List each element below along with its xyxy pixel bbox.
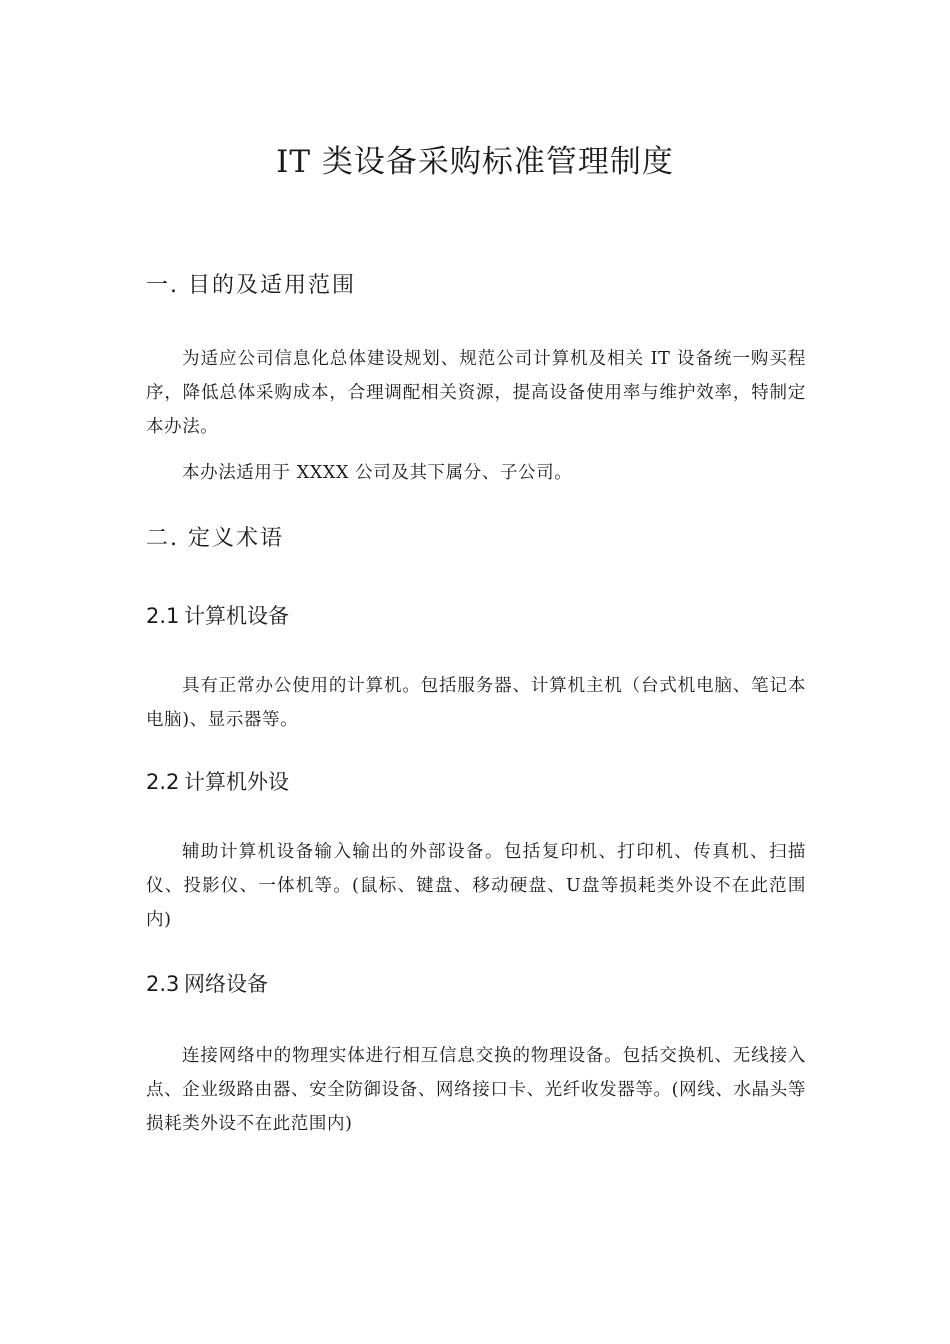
paragraph-computer-equipment: 具有正常办公使用的计算机。包括服务器、计算机主机（台式机电脑、笔记本电脑)、显示器等。 [146, 676, 806, 730]
paragraph-scope: 本办法适用于 XXXX 公司及其下属分、子公司。 [182, 463, 573, 483]
subsection-title: 网络设备 [184, 972, 268, 996]
subsection-title: 计算机设备 [184, 604, 289, 628]
paragraph-purpose: 为适应公司信息化总体建设规划、规范公司计算机及相关 IT 设备统一购买程序，降低总体采购成本，合理调配相关资源，提高设备使用率与维护效率，特制定本办法。 [146, 349, 806, 437]
subsection-heading-computer-equipment [146, 601, 289, 631]
paragraph-peripherals: 辅助计算机设备输入输出的外部设备。包括复印机、打印机、传真机、扫描仪、投影仪、一体机等。(鼠标、键盘、移动硬盘、U盘等损耗类外设不在此范围内) [146, 842, 806, 930]
document-title: IT 类设备采购标准管理制度 [276, 144, 674, 180]
section-heading-definitions: 二. 定义术语 [146, 526, 284, 551]
subsection-heading-peripherals [146, 767, 289, 797]
subsection-number: 2.2 [146, 770, 180, 794]
subsection-heading-network-equipment [146, 969, 268, 999]
section-heading-purpose: 一. 目的及适用范围 [146, 273, 356, 298]
paragraph-network-equipment: 连接网络中的物理实体进行相互信息交换的物理设备。包括交换机、无线接入点、企业级路由器、安全防御设备、网络接口卡、光纤收发器等。(网线、水晶头等损耗类外设不在此范围内) [146, 1046, 806, 1134]
subsection-number: 2.3 [146, 972, 180, 996]
subsection-number: 2.1 [146, 604, 180, 628]
subsection-title: 计算机外设 [184, 770, 289, 794]
